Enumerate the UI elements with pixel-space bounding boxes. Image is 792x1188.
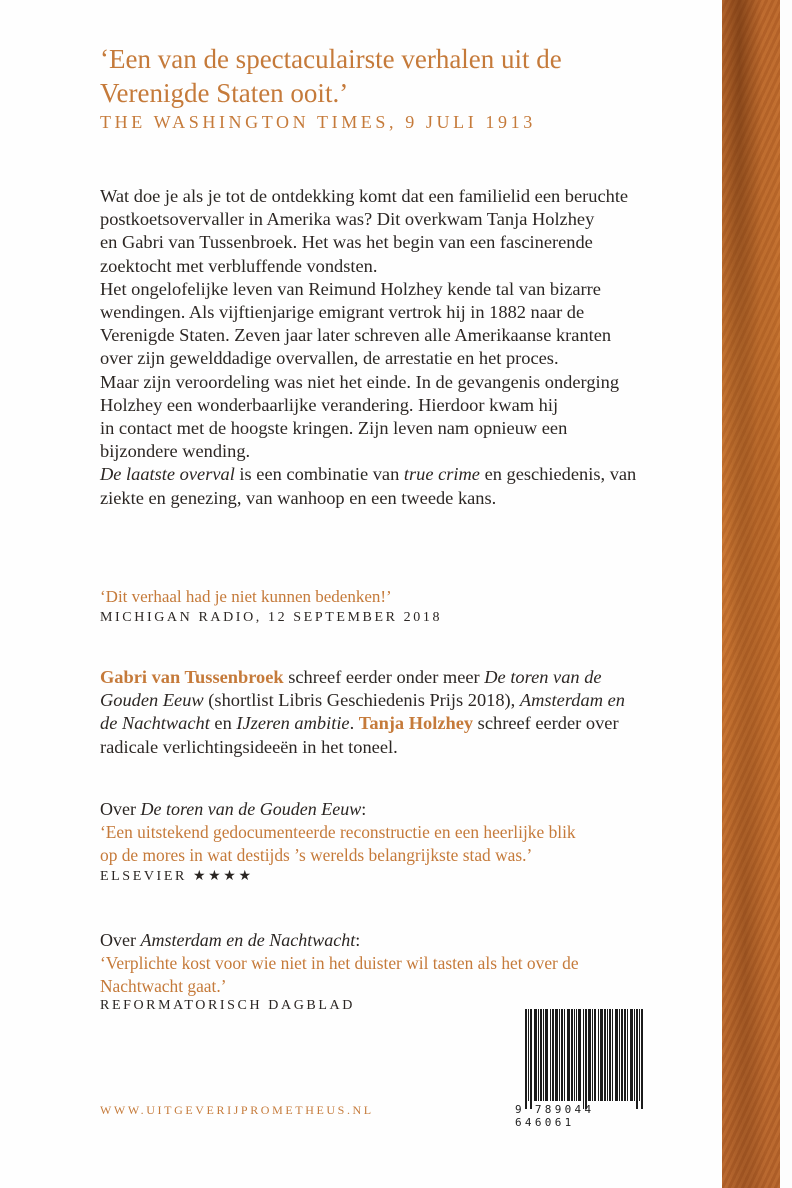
blurb-line: Verenigde Staten. Zeven jaar later schreven alle Amerikaanse kranten <box>100 325 612 346</box>
review-intro-text: Over <box>100 930 141 950</box>
author-bio <box>100 666 700 759</box>
bio-text: schreef eerder over <box>473 713 619 734</box>
book-spine <box>722 0 780 1188</box>
book-title: de Nachtwacht <box>100 713 210 734</box>
review-quote-elsevier <box>100 821 576 866</box>
review-intro-text: : <box>355 930 361 950</box>
bio-text: (shortlist Libris Geschiedenis Prijs 2018), <box>203 690 520 711</box>
review-intro-toren <box>100 798 366 820</box>
blurb-line: Maar zijn veroordeling was niet het einde. In de gevangenis onderging <box>100 371 620 392</box>
blurb-line: in contact met de hoogste kringen. Zijn leven nam opnieuw een <box>100 418 568 439</box>
bio-line: radicale verlichtingsideeën in het toneel. <box>100 736 398 757</box>
headline-quote-line: ‘Een van de spectaculairste verhalen uit de <box>100 44 562 74</box>
book-title: De laatste overval <box>100 464 235 485</box>
bio-text: schreef eerder onder meer <box>283 667 485 687</box>
bio-line <box>100 666 700 689</box>
review-source-elsevier: ELSEVIER ★★★★ <box>100 869 254 884</box>
bio-line <box>100 712 700 735</box>
publisher-website: WWW.UITGEVERIJPROMETHEUS.NL <box>100 1103 374 1117</box>
author-name: Gabri van Tussenbroek <box>100 667 284 687</box>
review-quote-line: op de mores in wat destijds ’s werelds belangrijkste stad was.’ <box>100 844 533 865</box>
isbn-number: 9 789044 646061 <box>515 1103 595 1129</box>
bio-text: . <box>349 713 359 734</box>
blurb-line: wendingen. Als vijftienjarige emigrant vertrok hij in 1882 naar de <box>100 302 585 323</box>
review-intro-text: Over <box>100 799 141 819</box>
book-title: Amsterdam en <box>519 690 625 711</box>
blurb-line: Holzhey een wonderbaarlijke verandering. Hierdoor kwam hij <box>100 394 559 415</box>
bio-text: en <box>209 713 237 734</box>
genre-term: true crime <box>403 464 480 485</box>
barcode-bars <box>525 1009 661 1109</box>
bio-line <box>100 689 700 712</box>
page-edge <box>780 0 792 1188</box>
book-title: De toren van de <box>484 667 602 687</box>
review-quote-line: ‘Een uitstekend gedocumenteerde reconstructie en een heerlijke blik <box>100 822 576 842</box>
blurb-closing-line <box>100 463 700 486</box>
book-title: Gouden Eeuw <box>100 690 204 711</box>
blurb <box>100 185 700 510</box>
review-source-michigan: MICHIGAN RADIO, 12 SEPTEMBER 2018 <box>100 610 443 625</box>
review-quote-michigan: ‘Dit verhaal had je niet kunnen bedenken!’ <box>100 587 392 606</box>
isbn-barcode <box>515 1005 663 1129</box>
review-intro-nachtwacht <box>100 929 360 951</box>
headline-quote-source: THE WASHINGTON TIMES, 9 JULI 1913 <box>100 112 536 132</box>
book-title: De toren van de Gouden Eeuw <box>140 799 362 819</box>
review-quote-line: ‘Verplichte kost voor wie niet in het duister wil tasten als het over de <box>100 953 579 973</box>
review-source-reformatorisch: REFORMATORISCH DAGBLAD <box>100 998 355 1013</box>
review-intro-text: : <box>361 799 367 819</box>
blurb-line: Wat doe je als je tot de ontdekking komt dat een familielid een beruchte <box>100 186 629 206</box>
blurb-line: postkoetsovervaller in Amerika was? Dit overkwam Tanja Holzhey <box>100 209 595 230</box>
headline-quote <box>100 42 700 110</box>
blurb-line: ziekte en genezing, van wanhoop en een tweede kans. <box>100 487 497 508</box>
review-quote-line: Nachtwacht gaat.’ <box>100 975 227 996</box>
blurb-line: en Gabri van Tussenbroek. Het was het begin van een fascinerende <box>100 232 593 253</box>
headline-quote-line: Verenigde Staten ooit.’ <box>100 78 349 108</box>
book-title: Amsterdam en de Nachtwacht <box>140 930 356 950</box>
author-name: Tanja Holzhey <box>358 713 474 734</box>
blurb-line: zoektocht met verbluffende vondsten. <box>100 255 378 276</box>
blurb-line: over zijn gewelddadige overvallen, de arrestatie en het proces. <box>100 348 559 369</box>
review-quote-reformatorisch <box>100 952 579 997</box>
blurb-line: bijzondere wending. <box>100 441 251 462</box>
blurb-text: is een combinatie van <box>234 464 404 485</box>
blurb-text: en geschiedenis, van <box>479 464 637 485</box>
book-title: IJzeren ambitie <box>236 713 350 734</box>
blurb-line: Het ongelofelijke leven van Reimund Holzhey kende tal van bizarre <box>100 278 601 299</box>
